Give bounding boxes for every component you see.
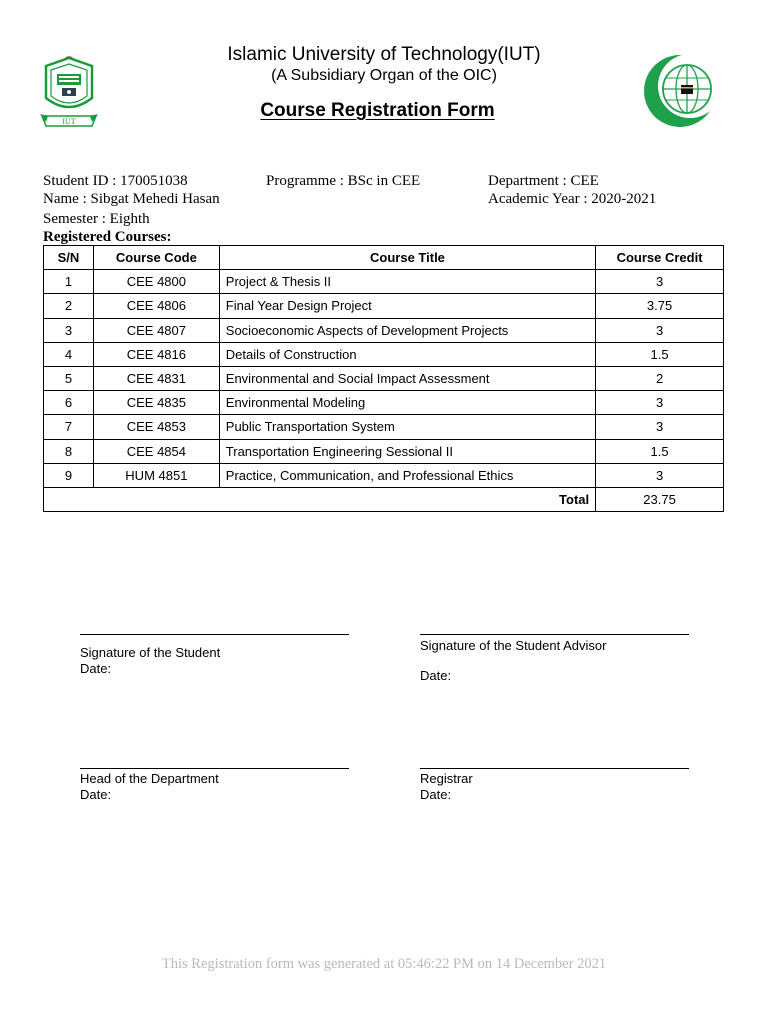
total-label: Total (44, 487, 596, 511)
table-row (44, 391, 724, 415)
cell-course-credit: 3 (596, 270, 724, 294)
cell-sn: 9 (44, 463, 94, 487)
registered-courses-label: Registered Courses: (43, 229, 172, 245)
cell-sn: 5 (44, 366, 94, 390)
total-row (44, 487, 724, 511)
cell-course-code: CEE 4806 (93, 294, 219, 318)
cell-course-title: Environmental and Social Impact Assessment (219, 366, 595, 390)
cell-course-credit: 3 (596, 463, 724, 487)
cell-course-title: Final Year Design Project (219, 294, 595, 318)
cell-course-code: CEE 4854 (93, 439, 219, 463)
cell-course-code: CEE 4831 (93, 366, 219, 390)
table-header-row (44, 246, 724, 270)
cell-sn: 7 (44, 415, 94, 439)
course-table (43, 245, 724, 512)
cell-course-code: CEE 4853 (93, 415, 219, 439)
cell-course-title: Environmental Modeling (219, 391, 595, 415)
iut-logo-text: IUT (62, 117, 76, 126)
registrar-date-label: Date: (420, 787, 452, 802)
cell-course-code: CEE 4807 (93, 318, 219, 342)
total-value: 23.75 (596, 487, 724, 511)
cell-course-credit: 3.75 (596, 294, 724, 318)
student-id: Student ID : 170051038 (43, 173, 188, 189)
student-date-label: Date: (80, 661, 112, 676)
cell-course-credit: 1.5 (596, 439, 724, 463)
head-signature-label: Head of the Department (80, 771, 219, 786)
cell-course-title: Details of Construction (219, 342, 595, 366)
table-row (44, 318, 724, 342)
table-row (44, 270, 724, 294)
academic-year: Academic Year : 2020-2021 (488, 191, 657, 207)
cell-course-credit: 3 (596, 391, 724, 415)
cell-course-credit: 3 (596, 415, 724, 439)
programme: Programme : BSc in CEE (266, 173, 421, 189)
registrar-signature-line (420, 768, 689, 769)
table-row (44, 463, 724, 487)
cell-course-title: Public Transportation System (219, 415, 595, 439)
department: Department : CEE (488, 173, 599, 189)
cell-sn: 6 (44, 391, 94, 415)
registrar-signature-label: Registrar (420, 771, 473, 786)
cell-sn: 4 (44, 342, 94, 366)
cell-course-title: Transportation Engineering Sessional II (219, 439, 595, 463)
advisor-signature-line (420, 634, 689, 635)
advisor-signature-label: Signature of the Student Advisor (420, 638, 607, 653)
student-signature-label: Signature of the Student (80, 645, 221, 660)
student-signature-line (80, 634, 349, 635)
semester: Semester : Eighth (43, 211, 150, 227)
university-name: Islamic University of Technology(IUT) (227, 44, 541, 65)
cell-course-title: Project & Thesis II (219, 270, 595, 294)
cell-sn: 8 (44, 439, 94, 463)
table-row (44, 415, 724, 439)
head-signature-line (80, 768, 349, 769)
cell-course-credit: 1.5 (596, 342, 724, 366)
cell-course-code: CEE 4816 (93, 342, 219, 366)
header-course-code: Course Code (93, 246, 219, 270)
cell-course-code: CEE 4800 (93, 270, 219, 294)
cell-sn: 1 (44, 270, 94, 294)
university-subtitle: (A Subsidiary Organ of the OIC) (271, 67, 497, 84)
generated-footer: This Registration form was generated at 05:46:22 PM on 14 December 2021 (161, 956, 607, 972)
header-course-title: Course Title (219, 246, 595, 270)
header-sn: S/N (44, 246, 94, 270)
cell-course-credit: 2 (596, 366, 724, 390)
table-row (44, 439, 724, 463)
cell-sn: 2 (44, 294, 94, 318)
cell-course-code: CEE 4835 (93, 391, 219, 415)
header-course-credit: Course Credit (596, 246, 724, 270)
table-row (44, 294, 724, 318)
cell-course-title: Practice, Communication, and Professional Ethics (219, 463, 595, 487)
form-title: Course Registration Form (260, 100, 495, 121)
student-name: Name : Sibgat Mehedi Hasan (43, 191, 220, 207)
cell-course-credit: 3 (596, 318, 724, 342)
head-date-label: Date: (80, 787, 112, 802)
cell-course-title: Socioeconomic Aspects of Development Projects (219, 318, 595, 342)
table-row (44, 366, 724, 390)
table-row (44, 342, 724, 366)
advisor-date-label: Date: (420, 668, 452, 683)
cell-course-code: HUM 4851 (93, 463, 219, 487)
cell-sn: 3 (44, 318, 94, 342)
